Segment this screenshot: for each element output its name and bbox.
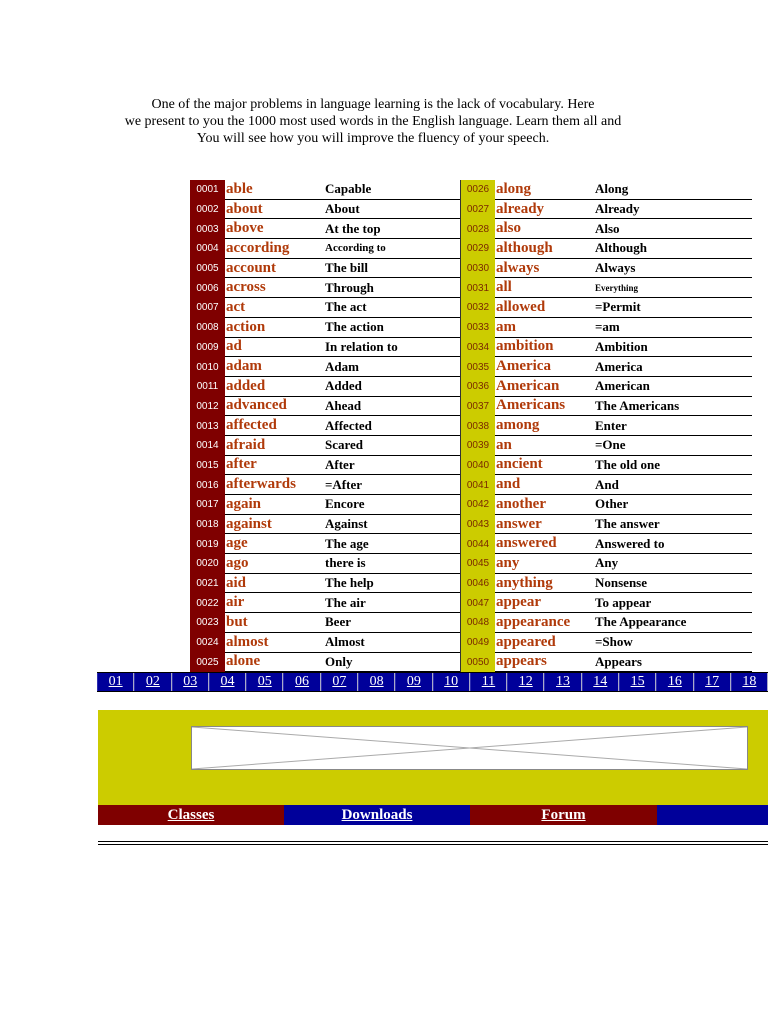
vocab-number: 0004 bbox=[190, 239, 225, 259]
vocab-translation: The action bbox=[325, 318, 460, 338]
vocab-translation: Beer bbox=[325, 613, 460, 633]
vocab-word: an bbox=[495, 436, 595, 456]
vocab-word: ambition bbox=[495, 338, 595, 358]
vocab-translation: American bbox=[595, 377, 752, 397]
vocab-number: 0026 bbox=[460, 180, 495, 200]
vocab-row bbox=[190, 278, 460, 298]
intro-text bbox=[98, 96, 648, 147]
vocab-translation: Any bbox=[595, 554, 752, 574]
vocab-word: America bbox=[495, 357, 595, 377]
vocab-translation: The Appearance bbox=[595, 613, 752, 633]
vocab-translation: Ahead bbox=[325, 397, 460, 417]
page-link[interactable]: 11 bbox=[470, 673, 507, 691]
vocab-translation: Through bbox=[325, 278, 460, 298]
vocab-word: among bbox=[495, 416, 595, 436]
vocab-number: 0044 bbox=[460, 534, 495, 554]
vocab-row bbox=[190, 613, 460, 633]
vocab-number: 0011 bbox=[190, 377, 225, 397]
vocab-row bbox=[190, 653, 460, 673]
intro-line-2: we present to you the 1000 most used words in the English language. Learn them all and bbox=[124, 114, 622, 129]
vocab-word: although bbox=[495, 239, 595, 259]
vocab-word: affected bbox=[225, 416, 325, 436]
vocab-row bbox=[190, 633, 460, 653]
vocab-number: 0018 bbox=[190, 515, 225, 535]
vocab-row bbox=[190, 357, 460, 377]
vocab-number: 0005 bbox=[190, 259, 225, 279]
vocab-translation: Encore bbox=[325, 495, 460, 515]
vocab-word: able bbox=[225, 180, 325, 200]
vocab-row bbox=[190, 180, 460, 200]
vocab-row bbox=[190, 574, 460, 594]
vocab-number: 0007 bbox=[190, 298, 225, 318]
page-link[interactable]: 16 bbox=[656, 673, 693, 691]
vocab-row bbox=[190, 495, 460, 515]
vocab-translation: Everything bbox=[595, 278, 752, 298]
vocab-row bbox=[190, 534, 460, 554]
vocab-word: also bbox=[495, 219, 595, 239]
vocab-word: across bbox=[225, 278, 325, 298]
vocab-word: afraid bbox=[225, 436, 325, 456]
vocab-word: account bbox=[225, 259, 325, 279]
page-link[interactable]: 12 bbox=[507, 673, 544, 691]
vocab-number: 0019 bbox=[190, 534, 225, 554]
vocab-translation: Although bbox=[595, 239, 752, 259]
vocab-number: 0030 bbox=[460, 259, 495, 279]
vocab-translation: Affected bbox=[325, 416, 460, 436]
vocab-word: age bbox=[225, 534, 325, 554]
ad-banner bbox=[98, 710, 768, 805]
vocab-number: 0028 bbox=[460, 219, 495, 239]
vocab-number: 0001 bbox=[190, 180, 225, 200]
vocab-number: 0034 bbox=[460, 338, 495, 358]
vocab-number: 0014 bbox=[190, 436, 225, 456]
page-link[interactable]: 08 bbox=[358, 673, 395, 691]
vocab-number: 0002 bbox=[190, 200, 225, 220]
vocab-translation: The help bbox=[325, 574, 460, 594]
vocab-translation: =After bbox=[325, 475, 460, 495]
vocab-number: 0040 bbox=[460, 456, 495, 476]
vocab-word: another bbox=[495, 495, 595, 515]
vocab-row bbox=[460, 515, 752, 535]
vocab-number: 0021 bbox=[190, 574, 225, 594]
vocab-number: 0025 bbox=[190, 653, 225, 673]
vocab-word: aid bbox=[225, 574, 325, 594]
vocab-row bbox=[460, 653, 752, 673]
vocab-word: always bbox=[495, 259, 595, 279]
page-link[interactable]: 01 bbox=[97, 673, 134, 691]
vocab-translation: =Show bbox=[595, 633, 752, 653]
footer-nav bbox=[98, 805, 768, 825]
vocab-word: alone bbox=[225, 653, 325, 673]
page-link[interactable]: 06 bbox=[283, 673, 320, 691]
vocab-number: 0024 bbox=[190, 633, 225, 653]
vocab-row bbox=[460, 475, 752, 495]
vocab-row bbox=[460, 200, 752, 220]
vocab-number: 0047 bbox=[460, 593, 495, 613]
vocab-number: 0022 bbox=[190, 593, 225, 613]
vocab-number: 0029 bbox=[460, 239, 495, 259]
vocab-row bbox=[460, 633, 752, 653]
vocab-row bbox=[190, 397, 460, 417]
vocab-word: any bbox=[495, 554, 595, 574]
vocab-translation: =am bbox=[595, 318, 752, 338]
vocab-row bbox=[460, 436, 752, 456]
vocab-word: ancient bbox=[495, 456, 595, 476]
vocabulary-column-left bbox=[190, 180, 460, 672]
vocab-word: against bbox=[225, 515, 325, 535]
vocab-translation: America bbox=[595, 357, 752, 377]
intro-line-3: You will see how you will improve the fluency of your speech. bbox=[196, 131, 550, 146]
vocab-row bbox=[460, 180, 752, 200]
page-link[interactable]: 15 bbox=[619, 673, 656, 691]
vocab-word: appears bbox=[495, 653, 595, 673]
vocab-translation: In relation to bbox=[325, 338, 460, 358]
divider-top bbox=[98, 841, 768, 842]
vocab-number: 0027 bbox=[460, 200, 495, 220]
vocab-row bbox=[460, 338, 752, 358]
vocab-translation: Nonsense bbox=[595, 574, 752, 594]
vocab-row bbox=[190, 475, 460, 495]
vocab-translation: Enter bbox=[595, 416, 752, 436]
vocab-row bbox=[460, 613, 752, 633]
vocab-row bbox=[460, 278, 752, 298]
vocab-row bbox=[460, 397, 752, 417]
vocab-number: 0009 bbox=[190, 338, 225, 358]
page-link[interactable]: 02 bbox=[134, 673, 171, 691]
page-link[interactable]: 10 bbox=[433, 673, 470, 691]
vocab-word: afterwards bbox=[225, 475, 325, 495]
vocab-word: along bbox=[495, 180, 595, 200]
vocab-translation: Appears bbox=[595, 653, 752, 673]
vocab-number: 0049 bbox=[460, 633, 495, 653]
vocab-row bbox=[190, 200, 460, 220]
vocab-number: 0042 bbox=[460, 495, 495, 515]
vocab-row bbox=[460, 219, 752, 239]
vocab-translation: The old one bbox=[595, 456, 752, 476]
vocab-row bbox=[460, 298, 752, 318]
vocab-number: 0006 bbox=[190, 278, 225, 298]
vocab-row bbox=[190, 593, 460, 613]
vocab-row bbox=[460, 239, 752, 259]
vocab-word: after bbox=[225, 456, 325, 476]
vocab-number: 0012 bbox=[190, 397, 225, 417]
vocab-translation: The bill bbox=[325, 259, 460, 279]
vocab-row bbox=[190, 554, 460, 574]
vocab-word: am bbox=[495, 318, 595, 338]
broken-image-icon bbox=[192, 727, 747, 769]
vocab-word: almost bbox=[225, 633, 325, 653]
vocab-translation: About bbox=[325, 200, 460, 220]
vocab-row bbox=[190, 377, 460, 397]
vocab-word: Americans bbox=[495, 397, 595, 417]
vocab-number: 0010 bbox=[190, 357, 225, 377]
vocab-word: about bbox=[225, 200, 325, 220]
vocab-translation: According to bbox=[325, 239, 460, 259]
vocab-row bbox=[460, 456, 752, 476]
vocab-row bbox=[190, 515, 460, 535]
vocab-translation: Added bbox=[325, 377, 460, 397]
vocab-word: act bbox=[225, 298, 325, 318]
vocab-translation: Answered to bbox=[595, 534, 752, 554]
page-link[interactable]: 17 bbox=[694, 673, 731, 691]
vocab-row bbox=[190, 436, 460, 456]
nav-link-empty[interactable] bbox=[657, 805, 768, 825]
nav-link-classes[interactable]: Classes bbox=[98, 805, 284, 825]
vocab-translation: Capable bbox=[325, 180, 460, 200]
vocab-translation: Along bbox=[595, 180, 752, 200]
vocab-translation: The answer bbox=[595, 515, 752, 535]
vocab-translation: Only bbox=[325, 653, 460, 673]
vocab-translation: Almost bbox=[325, 633, 460, 653]
vocab-word: appear bbox=[495, 593, 595, 613]
vocab-word: advanced bbox=[225, 397, 325, 417]
page-link[interactable]: 13 bbox=[544, 673, 581, 691]
vocab-translation: Ambition bbox=[595, 338, 752, 358]
vocab-number: 0045 bbox=[460, 554, 495, 574]
vocab-number: 0037 bbox=[460, 397, 495, 417]
vocab-number: 0046 bbox=[460, 574, 495, 594]
vocab-number: 0033 bbox=[460, 318, 495, 338]
vocab-number: 0020 bbox=[190, 554, 225, 574]
vocab-number: 0031 bbox=[460, 278, 495, 298]
vocab-translation: The air bbox=[325, 593, 460, 613]
nav-link-downloads[interactable]: Downloads bbox=[284, 805, 470, 825]
vocab-row bbox=[460, 534, 752, 554]
vocab-row bbox=[460, 416, 752, 436]
vocab-number: 0039 bbox=[460, 436, 495, 456]
nav-link-forum[interactable]: Forum bbox=[470, 805, 657, 825]
vocab-word: allowed bbox=[495, 298, 595, 318]
vocab-number: 0041 bbox=[460, 475, 495, 495]
page-link[interactable]: 18 bbox=[731, 673, 768, 691]
vocab-translation: Against bbox=[325, 515, 460, 535]
vocab-word: according bbox=[225, 239, 325, 259]
vocab-row bbox=[460, 574, 752, 594]
vocab-row bbox=[190, 456, 460, 476]
vocab-number: 0036 bbox=[460, 377, 495, 397]
vocab-row bbox=[460, 377, 752, 397]
vocab-number: 0008 bbox=[190, 318, 225, 338]
vocab-translation: At the top bbox=[325, 219, 460, 239]
vocab-translation: The Americans bbox=[595, 397, 752, 417]
vocab-word: already bbox=[495, 200, 595, 220]
vocab-row bbox=[190, 298, 460, 318]
page-link[interactable]: 14 bbox=[582, 673, 619, 691]
vocab-word: but bbox=[225, 613, 325, 633]
vocab-number: 0043 bbox=[460, 515, 495, 535]
vocab-translation: To appear bbox=[595, 593, 752, 613]
vocab-row bbox=[460, 318, 752, 338]
vocab-row bbox=[190, 219, 460, 239]
vocab-word: appearance bbox=[495, 613, 595, 633]
vocab-row bbox=[460, 357, 752, 377]
vocab-translation: The age bbox=[325, 534, 460, 554]
vocab-translation: The act bbox=[325, 298, 460, 318]
vocab-row bbox=[460, 259, 752, 279]
vocab-number: 0017 bbox=[190, 495, 225, 515]
vocab-translation: Already bbox=[595, 200, 752, 220]
vocab-translation: Scared bbox=[325, 436, 460, 456]
vocabulary-column-right bbox=[460, 180, 752, 672]
vocab-translation: And bbox=[595, 475, 752, 495]
vocab-row bbox=[460, 554, 752, 574]
vocab-number: 0038 bbox=[460, 416, 495, 436]
vocab-word: all bbox=[495, 278, 595, 298]
vocab-row bbox=[190, 416, 460, 436]
vocab-row bbox=[190, 318, 460, 338]
divider-bottom bbox=[98, 844, 768, 845]
vocab-word: ago bbox=[225, 554, 325, 574]
vocab-word: again bbox=[225, 495, 325, 515]
vocab-translation: After bbox=[325, 456, 460, 476]
vocab-word: air bbox=[225, 593, 325, 613]
page-navigation bbox=[97, 672, 768, 692]
vocab-translation: there is bbox=[325, 554, 460, 574]
vocab-row bbox=[190, 259, 460, 279]
vocab-translation: Other bbox=[595, 495, 752, 515]
vocab-word: answer bbox=[495, 515, 595, 535]
page-link[interactable]: 09 bbox=[395, 673, 432, 691]
vocab-number: 0032 bbox=[460, 298, 495, 318]
vocab-row bbox=[190, 338, 460, 358]
vocab-word: American bbox=[495, 377, 595, 397]
page-link[interactable]: 04 bbox=[209, 673, 246, 691]
vocab-word: anything bbox=[495, 574, 595, 594]
vocab-word: and bbox=[495, 475, 595, 495]
vocab-word: adam bbox=[225, 357, 325, 377]
vocab-word: above bbox=[225, 219, 325, 239]
vocab-word: action bbox=[225, 318, 325, 338]
vocab-number: 0013 bbox=[190, 416, 225, 436]
vocab-translation: =Permit bbox=[595, 298, 752, 318]
vocab-number: 0015 bbox=[190, 456, 225, 476]
vocab-word: added bbox=[225, 377, 325, 397]
page-link[interactable]: 07 bbox=[321, 673, 358, 691]
vocab-translation: Always bbox=[595, 259, 752, 279]
page-link[interactable]: 03 bbox=[172, 673, 209, 691]
vocab-number: 0023 bbox=[190, 613, 225, 633]
vocab-row bbox=[190, 239, 460, 259]
ad-placeholder[interactable] bbox=[191, 726, 748, 770]
vocab-row bbox=[460, 593, 752, 613]
vocab-word: answered bbox=[495, 534, 595, 554]
vocab-row bbox=[460, 495, 752, 515]
vocab-translation: Adam bbox=[325, 357, 460, 377]
vocab-number: 0035 bbox=[460, 357, 495, 377]
vocab-word: ad bbox=[225, 338, 325, 358]
vocab-number: 0003 bbox=[190, 219, 225, 239]
vocab-translation: =One bbox=[595, 436, 752, 456]
intro-line-1: One of the major problems in language learning is the lack of vocabulary. Here bbox=[151, 97, 595, 112]
vocab-number: 0016 bbox=[190, 475, 225, 495]
vocab-translation: Also bbox=[595, 219, 752, 239]
vocab-number: 0050 bbox=[460, 653, 495, 673]
page-link[interactable]: 05 bbox=[246, 673, 283, 691]
vocab-word: appeared bbox=[495, 633, 595, 653]
vocab-number: 0048 bbox=[460, 613, 495, 633]
